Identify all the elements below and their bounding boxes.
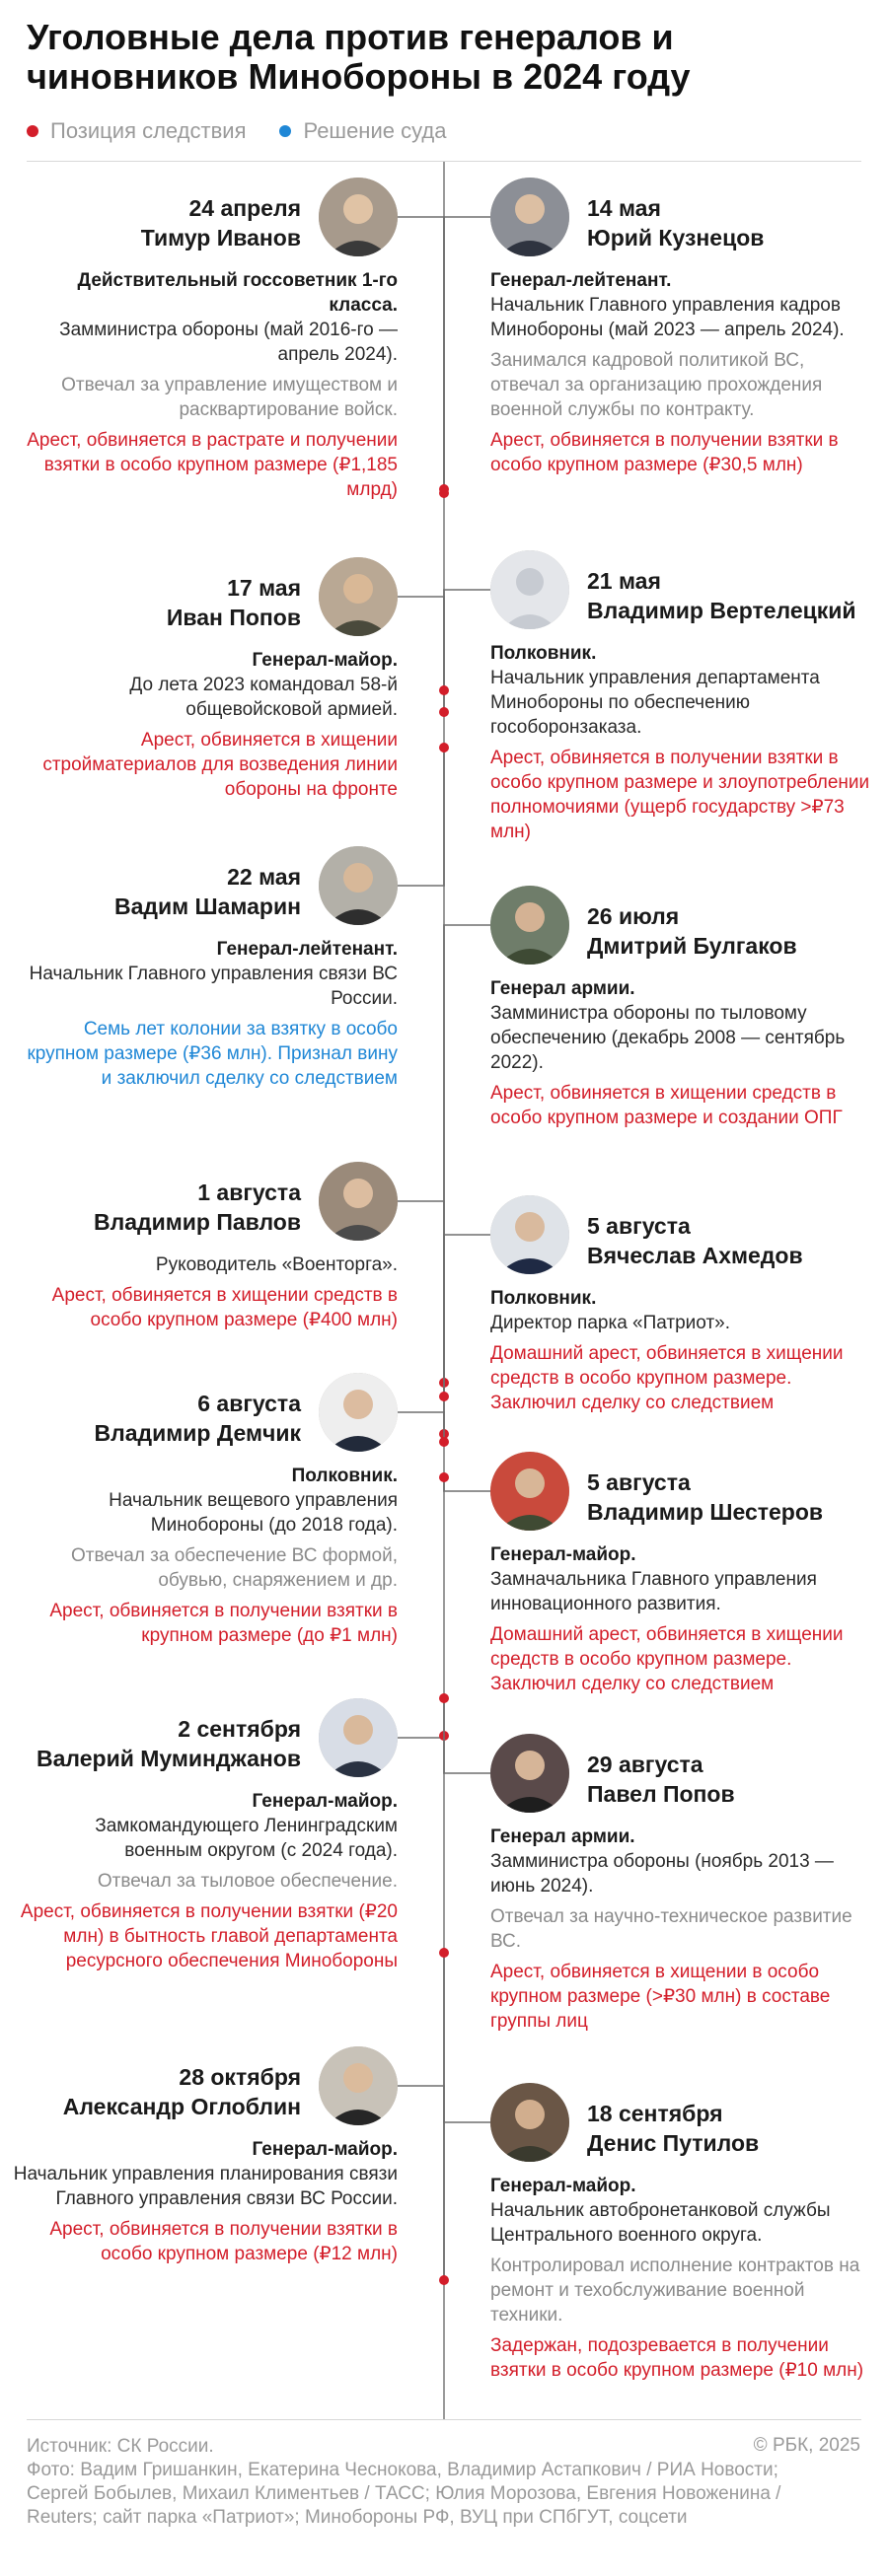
case-name: Вячеслав Ахмедов bbox=[587, 1243, 803, 1268]
case-date: 1 августа bbox=[197, 1180, 301, 1205]
avatar bbox=[490, 886, 569, 965]
case-name: Иван Попов bbox=[166, 605, 301, 630]
status: Арест, обвиняется в получении взятки в особо крупном размере (₽12 млн) bbox=[49, 2219, 398, 2264]
connector-line bbox=[398, 748, 444, 886]
rank: Генерал-лейтенант. bbox=[490, 270, 672, 291]
status: Арест, обвиняется в хищении в особо крупном размере (>₽30 млн) в составе группы лиц bbox=[490, 1962, 831, 2032]
timeline-dot bbox=[439, 685, 449, 695]
connector-line bbox=[398, 1201, 444, 1434]
case-card bbox=[490, 178, 875, 477]
legend-label: Позиция следствия bbox=[50, 118, 247, 143]
connector-line bbox=[398, 1412, 444, 1442]
avatar bbox=[490, 1452, 569, 1531]
avatar bbox=[319, 1698, 398, 1777]
case-card bbox=[13, 557, 398, 802]
case-name: Юрий Кузнецов bbox=[587, 225, 765, 250]
avatar bbox=[319, 1162, 398, 1241]
note: Отвечал за научно-техническое развитие ВС. bbox=[490, 1906, 852, 1952]
connector-line bbox=[398, 1736, 444, 1738]
note: Контролировал исполнение контрактов на ремонт и техобслуживание военной техники. bbox=[490, 2255, 860, 2326]
rank: Генерал-майор. bbox=[490, 2176, 636, 2196]
position: Начальник управления планирования связи Главного управления связи ВС России. bbox=[13, 2164, 398, 2209]
case-name: Дмитрий Булгаков bbox=[587, 933, 797, 959]
case-name: Владимир Шестеров bbox=[587, 1499, 824, 1525]
rank: Генерал-майор. bbox=[252, 1791, 398, 1812]
timeline-dot bbox=[439, 743, 449, 752]
connector-line bbox=[398, 597, 444, 712]
position: Замначальника Главного управления инновационного развития. bbox=[490, 1569, 817, 1614]
case-card bbox=[13, 1162, 398, 1332]
note: Занимался кадровой политикой ВС, отвечал за организацию прохождения военной службы по контракту. bbox=[490, 350, 823, 420]
avatar bbox=[490, 1195, 569, 1274]
page-title: Уголовные дела против генералов и чиновников Минобороны в 2024 году bbox=[27, 17, 691, 97]
avatar bbox=[319, 178, 398, 256]
case-card bbox=[490, 886, 875, 1130]
timeline-dot bbox=[439, 1693, 449, 1703]
timeline-dot bbox=[439, 1472, 449, 1482]
status: Арест, обвиняется в хищении стройматериалов для возведения линии обороны на фронте bbox=[42, 730, 398, 800]
case-date: 26 июля bbox=[587, 903, 680, 929]
case-date: 22 мая bbox=[227, 864, 301, 890]
position: Начальник Главного управления кадров Минобороны (май 2023 — апрель 2024). bbox=[490, 295, 845, 340]
avatar-placeholder-icon bbox=[490, 550, 569, 629]
position: Замминистра обороны (ноябрь 2013 — июнь 2024). bbox=[490, 1851, 834, 1896]
case-date: 2 сентября bbox=[178, 1716, 301, 1742]
connector-line bbox=[444, 1698, 490, 1773]
case-card bbox=[490, 1195, 875, 1415]
case-date: 18 сентября bbox=[587, 2101, 723, 2126]
connector-line bbox=[444, 1477, 490, 1491]
case-card bbox=[13, 2046, 398, 2266]
rank: Действительный госсоветник 1-го класса. bbox=[77, 270, 398, 316]
case-card bbox=[13, 846, 398, 1091]
status: Домашний арест, обвиняется в хищении средств в особо крупном размере. Заключил сделку со следствием bbox=[490, 1343, 844, 1413]
rank: Генерал армии. bbox=[490, 978, 635, 999]
source-note: Источник: СК России. bbox=[27, 2436, 214, 2457]
case-date: 21 мая bbox=[587, 568, 661, 594]
connector-line bbox=[444, 1235, 490, 1396]
connector-line bbox=[444, 590, 490, 690]
status: Арест, обвиняется в получении взятки в особо крупном размере и злоупотреблении полномочиями (ущерб государству >₽73 млн) bbox=[490, 748, 870, 842]
status: Арест, обвиняется в растрате и получении взятки в особо крупном размере (₽1,185 млрд) bbox=[27, 430, 398, 500]
case-name: Владимир Демчик bbox=[94, 1420, 301, 1446]
connector-line bbox=[444, 217, 490, 489]
status: Задержан, подозревается в получении взятки в особо крупном размере (₽10 млн) bbox=[490, 2335, 864, 2381]
position: Директор парка «Патриот». bbox=[490, 1313, 730, 1333]
case-card bbox=[13, 178, 398, 502]
footer bbox=[27, 2435, 836, 2530]
case-name: Владимир Павлов bbox=[94, 1209, 301, 1235]
connector-line bbox=[398, 217, 444, 493]
position: Руководитель «Военторга». bbox=[155, 1254, 398, 1275]
case-date: 28 октября bbox=[179, 2064, 301, 2090]
note: Отвечал за тыловое обеспечение. bbox=[97, 1871, 398, 1892]
position: До лета 2023 командовал 58-й общевойсковой армией. bbox=[129, 675, 398, 720]
case-name: Владимир Вертелецкий bbox=[587, 598, 856, 623]
case-date: 5 августа bbox=[587, 1213, 691, 1239]
connector-line bbox=[398, 2086, 444, 2280]
position: Замминистра обороны (май 2016-го — апрель 2024). bbox=[59, 320, 398, 365]
rank: Полковник. bbox=[291, 1466, 398, 1486]
position: Замминистра обороны по тыловому обеспечению (декабрь 2008 — сентябрь 2022). bbox=[490, 1003, 846, 1073]
rank: Генерал-майор. bbox=[252, 2139, 398, 2160]
case-name: Павел Попов bbox=[587, 1781, 735, 1807]
status: Арест, обвиняется в получении взятки в крупном размере (до ₽1 млн) bbox=[49, 1601, 398, 1646]
position: Начальник управления департамента Минобороны по обеспечению гособоронзаказа. bbox=[490, 668, 820, 738]
position: Замкомандующего Ленинградским военным округом (с 2024 года). bbox=[95, 1816, 398, 1861]
rank: Полковник. bbox=[490, 643, 597, 664]
status: Арест, обвиняется в получении взятки (₽20 млн) в бытность главой департамента ресурсного обеспечения Минобороны bbox=[20, 1901, 398, 1971]
case-name: Вадим Шамарин bbox=[113, 894, 301, 919]
position: Начальник вещевого управления Минобороны (до 2018 года). bbox=[109, 1490, 398, 1536]
rank: Генерал-майор. bbox=[490, 1544, 636, 1565]
timeline-dot bbox=[439, 2275, 449, 2285]
position: Начальник Главного управления связи ВС России. bbox=[29, 964, 398, 1009]
case-name: Александр Оглоблин bbox=[62, 2094, 301, 2119]
case-date: 29 августа bbox=[587, 1752, 703, 1777]
timeline-dot bbox=[439, 1437, 449, 1447]
status: Домашний арест, обвиняется в хищении средств в особо крупном размере. Заключил сделку со следствием bbox=[490, 1624, 844, 1694]
case-name: Денис Путилов bbox=[587, 2130, 760, 2156]
avatar bbox=[490, 2083, 569, 2162]
timeline-dot bbox=[439, 707, 449, 717]
timeline-dot bbox=[439, 484, 449, 494]
case-date: 5 августа bbox=[587, 1469, 691, 1495]
case-date: 14 мая bbox=[587, 195, 661, 221]
status: Арест, обвиняется в хищении средств в особо крупном размере (₽400 млн) bbox=[51, 1285, 398, 1330]
copyright: © РБК, 2025 bbox=[753, 2435, 860, 2456]
avatar bbox=[490, 178, 569, 256]
status: Семь лет колонии за взятку в особо крупном размере (₽36 млн). Признал вину и заключил сделку со следствием bbox=[27, 1019, 398, 1089]
avatar bbox=[319, 1373, 398, 1452]
rank: Генерал армии. bbox=[490, 1826, 635, 1847]
case-date: 17 мая bbox=[227, 575, 301, 601]
rank: Генерал-майор. bbox=[252, 650, 398, 671]
photo-credits: Фото: Вадим Гришанкин, Екатерина Чеснокова, Владимир Астапкович / РИА Новости; Сергей Бобылев, Михаил Климентьев / ТАСС; Юлия Морозова, Евгения Новоженина / Reuters; сайт парка «Патриот»; Минобороны РФ, ВУЦ при СПбГУТ, соцсети bbox=[27, 2460, 781, 2528]
avatar bbox=[490, 1734, 569, 1813]
case-card bbox=[13, 1373, 398, 1648]
connector-line bbox=[444, 925, 490, 1383]
case-card bbox=[490, 1452, 875, 1696]
case-name: Тимур Иванов bbox=[140, 225, 301, 250]
note: Отвечал за обеспечение ВС формой, обувью, снаряжением и др. bbox=[71, 1545, 398, 1591]
avatar bbox=[319, 557, 398, 636]
status: Арест, обвиняется в получении взятки в особо крупном размере (₽30,5 млн) bbox=[490, 430, 839, 475]
timeline-dot bbox=[439, 1948, 449, 1958]
timeline-dot bbox=[439, 1392, 449, 1401]
divider-bottom bbox=[27, 2419, 861, 2420]
case-date: 24 апреля bbox=[188, 195, 301, 221]
case-date: 6 августа bbox=[197, 1391, 301, 1416]
case-card bbox=[13, 1698, 398, 1973]
status: Арест, обвиняется в хищении средств в особо крупном размере и создании ОПГ bbox=[490, 1083, 843, 1128]
case-card bbox=[490, 2083, 875, 2383]
note: Отвечал за управление имуществом и расквартирование войск. bbox=[61, 375, 398, 420]
case-card bbox=[490, 550, 875, 844]
rank: Генерал-лейтенант. bbox=[216, 939, 398, 960]
connector-line bbox=[444, 1953, 490, 2122]
case-card bbox=[490, 1734, 875, 2034]
avatar bbox=[319, 846, 398, 925]
legend-label: Решение суда bbox=[303, 118, 447, 143]
rank: Полковник. bbox=[490, 1288, 597, 1309]
avatar bbox=[319, 2046, 398, 2125]
position: Начальник автобронетанковой службы Центрального военного округа. bbox=[490, 2200, 831, 2246]
case-name: Валерий Муминджанов bbox=[37, 1746, 301, 1771]
